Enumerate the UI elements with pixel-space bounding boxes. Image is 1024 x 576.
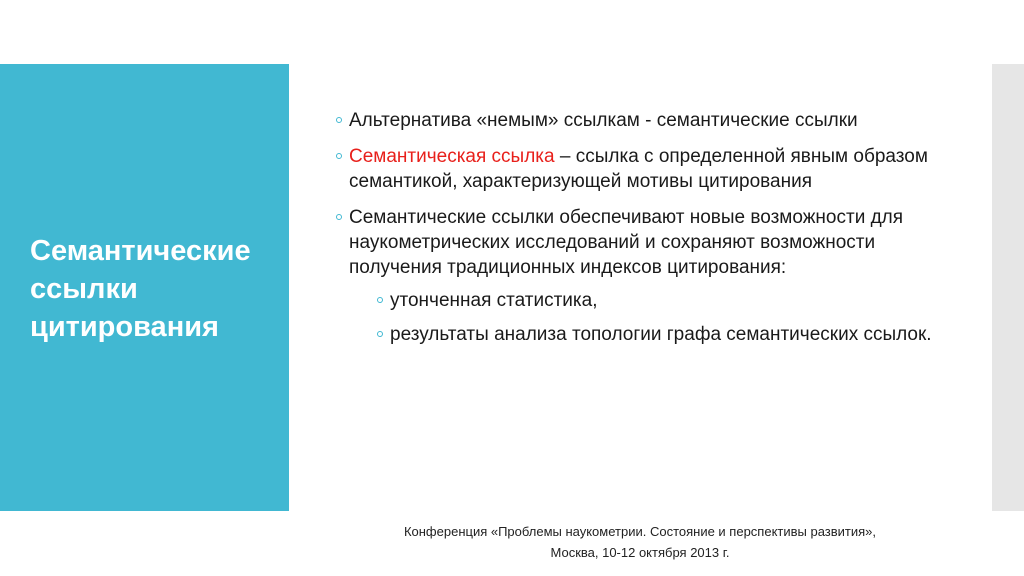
footer-location-date: Москва, 10-12 октября 2013 г. — [550, 545, 730, 560]
bullet-icon — [377, 297, 383, 303]
sub-bullet-text: результаты анализа топологии графа семантических ссылок. — [390, 324, 932, 345]
sub-bullet-text: утонченная статистика, — [390, 290, 598, 311]
sub-bullet-item-topology — [377, 322, 961, 347]
slide-footer — [280, 521, 1000, 563]
highlighted-term: Семантическая ссылка — [349, 146, 555, 167]
bullet-text: Семантические ссылки обеспечивают новые возможности для наукометрических исследований и сохраняют возможности получения традиционных индексов цитирования: — [349, 207, 904, 278]
bullet-text: – ссылка с определенной явным образом семантикой, характеризующей мотивы цитирования — [349, 146, 928, 192]
bullet-icon — [336, 153, 342, 159]
bullet-icon — [336, 214, 342, 220]
bullet-icon — [377, 331, 383, 337]
footer-conference: Конференция «Проблемы наукометрии. Состояние и перспективы развития», — [403, 524, 877, 539]
sub-bullet-item-statistics — [377, 288, 961, 313]
slide-content — [336, 108, 961, 358]
bullet-list — [336, 108, 961, 347]
sub-bullet-list — [349, 288, 961, 347]
bullet-item-definition — [336, 144, 961, 194]
bullet-item-opportunities — [336, 205, 961, 347]
bullet-item-alternative — [336, 108, 961, 133]
bullet-text: Альтернатива «немым» ссылкам - семантические ссылки — [349, 110, 858, 131]
slide-title: Семантические ссылки цитирования — [30, 235, 251, 343]
bullet-icon — [336, 117, 342, 123]
right-side-strip — [992, 64, 1024, 511]
